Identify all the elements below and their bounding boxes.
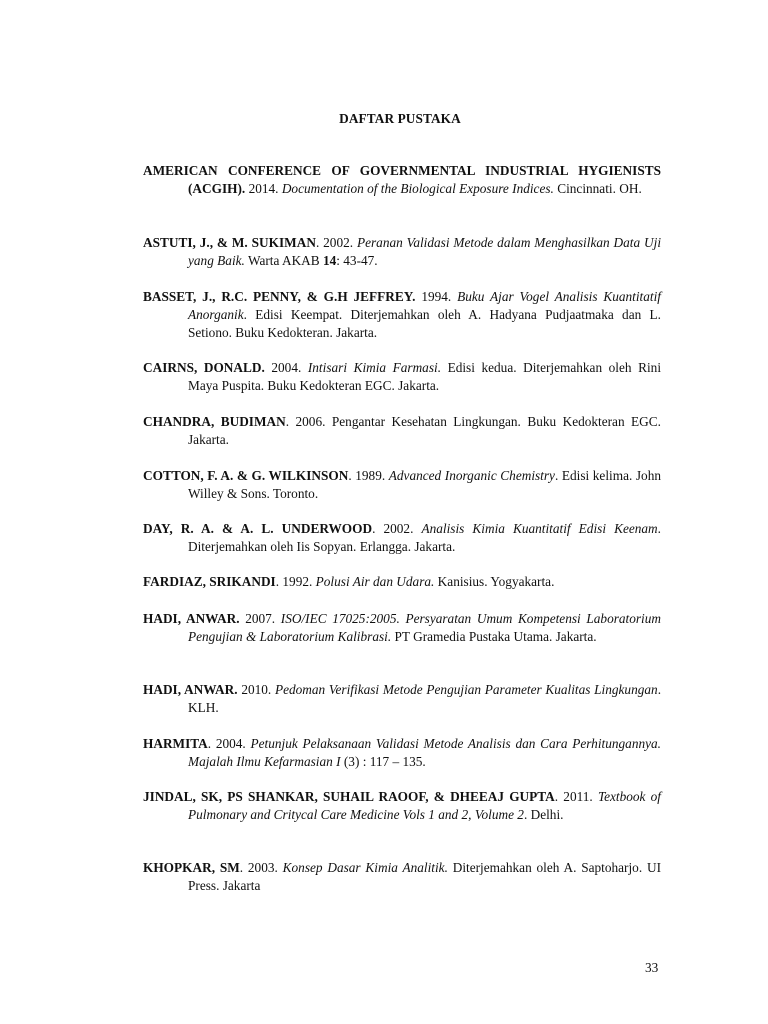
reference-entry	[143, 573, 661, 591]
reference-year: . 1989.	[348, 468, 386, 483]
reference-entry	[143, 413, 661, 449]
reference-year: . 1992.	[275, 574, 313, 589]
reference-author: CAIRNS, DONALD.	[143, 360, 265, 375]
reference-entry	[143, 735, 661, 771]
reference-author: HADI, ANWAR.	[143, 611, 240, 626]
reference-entry	[143, 162, 661, 198]
reference-author: FARDIAZ, SRIKANDI	[143, 574, 276, 589]
reference-author: KHOPKAR, SM	[143, 860, 240, 875]
reference-publisher: (3) : 117 – 135.	[340, 754, 426, 769]
reference-entry	[143, 610, 661, 646]
reference-year: 2007.	[245, 611, 276, 626]
reference-pages: : 43-47.	[336, 253, 378, 268]
reference-title: Peranan Validasi Metode dalam Menghasilkan Data Uji yang Baik.	[188, 235, 662, 268]
reference-year: 2004.	[271, 360, 302, 375]
reference-year: 2014.	[248, 181, 279, 196]
reference-publisher: PT Gramedia Pustaka Utama. Jakarta.	[391, 629, 597, 644]
reference-publisher: Cincinnati. OH.	[553, 181, 642, 196]
reference-author: CHANDRA, BUDIMAN	[143, 414, 286, 429]
reference-publisher: Warta AKAB	[244, 253, 323, 268]
reference-title: Pedoman Verifikasi Metode Pengujian Parameter Kualitas Lingkungan	[274, 682, 658, 697]
reference-title: Polusi Air dan Udara.	[315, 574, 435, 589]
reference-entry	[143, 681, 661, 717]
reference-author: JINDAL, SK, PS SHANKAR, SUHAIL RAOOF, & DHEEAJ GUPTA	[143, 789, 555, 804]
reference-year: . 2002.	[315, 235, 354, 250]
reference-author: COTTON, F. A. & G. WILKINSON	[143, 468, 349, 483]
reference-title: Analisis Kimia Kuantitatif Edisi Keenam	[421, 521, 658, 536]
reference-year: . 2002.	[372, 521, 414, 536]
reference-author: HARMITA	[143, 736, 208, 751]
reference-title: Textbook of Pulmonary and Critycal Care Medicine Vols 1 and 2, Volume 2	[188, 789, 662, 822]
reference-author: AMERICAN CONFERENCE OF GOVERNMENTAL INDUSTRIAL HYGIENISTS (ACGIH).	[143, 163, 661, 196]
reference-publisher: . KLH.	[188, 682, 662, 715]
reference-author: DAY, R. A. & A. L. UNDERWOOD	[143, 521, 373, 536]
reference-year: 1994.	[421, 289, 452, 304]
reference-author: BASSET, J., R.C. PENNY, & G.H JEFFREY.	[143, 289, 416, 304]
reference-entry	[143, 359, 661, 395]
reference-author: ASTUTI, J., & M. SUKIMAN	[143, 235, 316, 250]
reference-volume: 14	[322, 253, 337, 268]
reference-year: . 2003.	[239, 860, 278, 875]
reference-entry	[143, 520, 661, 556]
reference-title: Buku Ajar Vogel Analisis Kuantitatif Anorganik	[188, 289, 661, 322]
reference-publisher: . Diterjemahkan oleh Iis Sopyan. Erlangga. Jakarta.	[188, 521, 661, 554]
reference-publisher: . Delhi.	[523, 807, 564, 822]
reference-title: Petunjuk Pelaksanaan Validasi Metode Analisis dan Cara Perhitungannya. Majalah Ilmu Kefarmasian I	[188, 736, 661, 769]
reference-title: Documentation of the Biological Exposure Indices.	[281, 181, 554, 196]
reference-title: Advanced Inorganic Chemistry	[388, 468, 555, 483]
page-number: 33	[645, 960, 659, 975]
reference-publisher: Diterjemahkan oleh A. Saptoharjo. UI Press. Jakarta	[188, 860, 661, 893]
reference-year: 2010.	[241, 682, 272, 697]
reference-entry	[143, 859, 661, 895]
reference-publisher: . 2006. Pengantar Kesehatan Lingkungan. Buku Kedokteran EGC. Jakarta.	[188, 414, 661, 447]
reference-publisher: Edisi kedua. Diterjemahkan oleh Rini Maya Puspita. Buku Kedokteran EGC. Jakarta.	[188, 360, 662, 393]
reference-entry	[143, 288, 661, 342]
reference-title: ISO/IEC 17025:2005. Persyaratan Umum Kompetensi Laboratorium Pengujian & Laboratorium Kalibrasi.	[188, 611, 662, 644]
reference-publisher: . Edisi Keempat. Diterjemahkan oleh A. Hadyana Pudjaatmaka dan L. Setiono. Buku Kedokteran. Jakarta.	[188, 307, 661, 340]
page-title: DAFTAR PUSTAKA	[339, 111, 461, 126]
reference-title: Intisari Kimia Farmasi.	[307, 360, 442, 375]
reference-title: Konsep Dasar Kimia Analitik.	[282, 860, 448, 875]
reference-entry	[143, 234, 661, 270]
reference-author: HADI, ANWAR.	[143, 682, 238, 697]
reference-year: . 2011.	[554, 789, 593, 804]
reference-entry	[143, 467, 661, 503]
reference-publisher: Kanisius. Yogyakarta.	[434, 574, 555, 589]
reference-year: . 2004.	[207, 736, 246, 751]
reference-publisher: . Edisi kelima. John Willey & Sons. Toronto.	[188, 468, 661, 501]
reference-entry	[143, 788, 661, 824]
